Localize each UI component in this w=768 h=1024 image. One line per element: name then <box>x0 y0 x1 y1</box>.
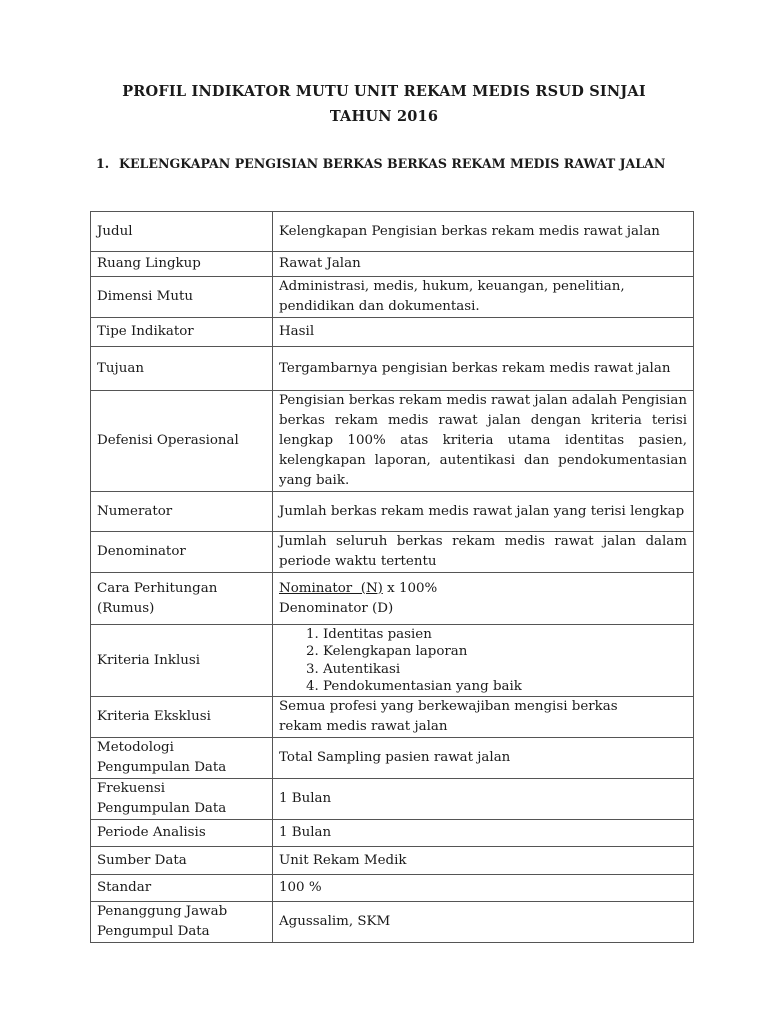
table-row-standar <box>91 875 694 902</box>
table-row-metodologi <box>91 738 694 779</box>
table-row-defenisi-operasional <box>91 391 694 492</box>
table-row-tipe-indikator <box>91 318 694 347</box>
row-label: Tipe Indikator <box>91 318 273 347</box>
formula-multiplier: x 100% <box>382 580 438 596</box>
row-label: Standar <box>91 875 273 902</box>
row-label: Judul <box>91 212 273 252</box>
formula-denominator: Denominator (D) <box>279 600 394 616</box>
row-label-line2: Pengumpul Data <box>97 924 210 939</box>
row-value: Kelengkapan Pengisian berkas rekam medis rawat jalan <box>273 212 694 252</box>
row-label-line1: Cara Perhitungan <box>97 580 218 596</box>
row-value-line1: Semua profesi yang berkewajiban mengisi berkas <box>279 699 618 714</box>
section-heading <box>96 152 676 175</box>
formula-numerator: Nominator (N) <box>279 580 383 596</box>
row-value: 1 Bulan <box>273 779 694 820</box>
table-row-penanggung-jawab <box>91 902 694 943</box>
list-item: 2. Kelengkapan laporan <box>323 643 687 661</box>
row-label <box>91 779 273 820</box>
list-item: 3. Autentikasi <box>323 661 687 679</box>
row-label: Kriteria Inklusi <box>91 625 273 697</box>
row-value: 1 Bulan <box>273 820 694 847</box>
table-row-kriteria-eksklusi <box>91 697 694 738</box>
row-value: Pengisian berkas rekam medis rawat jalan adalah Pengisian berkas rekam medis rawat jalan dengan kriteria terisi lengkap 100% atas kriteria utama identitas pasien, kelengkapan laporan, autentikasi dan pendokumentasian yang baik. <box>273 391 694 492</box>
row-value: Rawat Jalan <box>273 252 694 277</box>
row-value: Jumlah seluruh berkas rekam medis rawat jalan dalam periode waktu tertentu <box>273 532 694 573</box>
row-value: Hasil <box>273 318 694 347</box>
row-label: Numerator <box>91 492 273 532</box>
table-row-ruang-lingkup <box>91 252 694 277</box>
row-label-line2: (Rumus) <box>97 600 155 616</box>
row-label: Periode Analisis <box>91 820 273 847</box>
row-label: Denominator <box>91 532 273 573</box>
formula <box>273 573 694 625</box>
row-label-line1: Frekuensi <box>97 781 166 796</box>
row-value: 100 % <box>273 875 694 902</box>
list-item: 1. Identitas pasien <box>323 626 687 644</box>
row-label: Dimensi Mutu <box>91 277 273 318</box>
row-label: Defenisi Operasional <box>91 391 273 492</box>
row-label: Ruang Lingkup <box>91 252 273 277</box>
inclusion-list-cell <box>273 625 694 697</box>
row-value <box>273 697 694 738</box>
table-row-dimensi-mutu <box>91 277 694 318</box>
table-row-periode-analisis <box>91 820 694 847</box>
document-title: PROFIL INDIKATOR MUTU UNIT REKAM MEDIS RSUD SINJAI <box>122 83 646 100</box>
table-row-kriteria-inklusi <box>91 625 694 697</box>
row-label: Sumber Data <box>91 847 273 875</box>
row-label-line2: Pengumpulan Data <box>97 760 227 775</box>
table-row-denominator <box>91 532 694 573</box>
list-item: 4. Pendokumentasian yang baik <box>323 678 687 696</box>
row-value: Administrasi, medis, hukum, keuangan, penelitian, pendidikan dan dokumentasi. <box>273 277 694 318</box>
row-value: Unit Rekam Medik <box>273 847 694 875</box>
row-value: Jumlah berkas rekam medis rawat jalan yang terisi lengkap <box>273 492 694 532</box>
row-label <box>91 738 273 779</box>
row-label: Tujuan <box>91 347 273 391</box>
document-year: TAHUN 2016 <box>329 108 439 125</box>
table-row-numerator <box>91 492 694 532</box>
row-value: Agussalim, SKM <box>273 902 694 943</box>
row-label-line1: Metodologi <box>97 740 174 755</box>
section-number: 1. <box>96 156 110 171</box>
indicator-profile-table <box>90 211 694 943</box>
row-label-line2: Pengumpulan Data <box>97 801 227 816</box>
table-row-judul <box>91 212 694 252</box>
inclusion-list <box>279 626 687 696</box>
row-label-line1: Penanggung Jawab <box>97 904 228 919</box>
table-row-sumber-data <box>91 847 694 875</box>
table-row-cara-perhitungan <box>91 573 694 625</box>
row-value: Total Sampling pasien rawat jalan <box>273 738 694 779</box>
row-label <box>91 902 273 943</box>
row-value: Tergambarnya pengisian berkas rekam medis rawat jalan <box>273 347 694 391</box>
table-row-tujuan <box>91 347 694 391</box>
table-row-frekuensi <box>91 779 694 820</box>
section-title: KELENGKAPAN PENGISIAN BERKAS BERKAS REKAM MEDIS RAWAT JALAN <box>119 156 666 171</box>
formula-numerator-line <box>279 579 687 599</box>
row-label: Kriteria Eksklusi <box>91 697 273 738</box>
row-label <box>91 573 273 625</box>
row-value-line2: rekam medis rawat jalan <box>279 719 448 734</box>
